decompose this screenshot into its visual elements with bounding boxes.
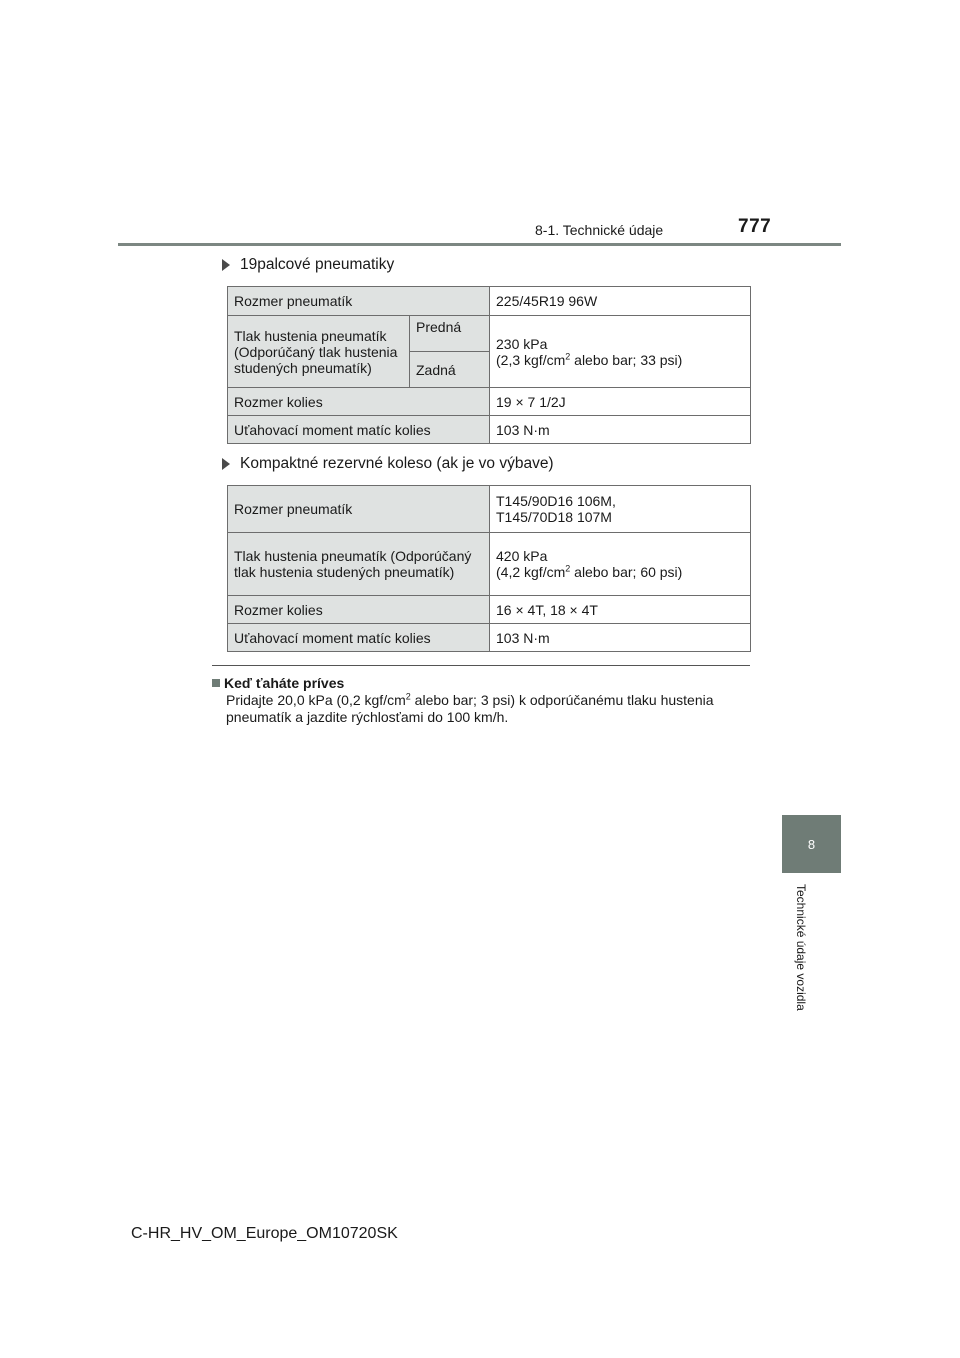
- pressure-value-detail: (4,2 kgf/$cm^2$ alebo bar; 60 psi): [496, 563, 683, 580]
- note-divider: [212, 665, 750, 666]
- section-title-spare: [222, 455, 554, 473]
- wheel-size-label: Rozmer kolies: [228, 388, 490, 416]
- table-row: [228, 533, 751, 596]
- arrow-right-icon: [222, 458, 230, 470]
- table-row: [228, 596, 751, 624]
- table-row: [228, 416, 751, 444]
- section-title-19inch: [222, 256, 394, 274]
- torque-label: Uťahovací moment matíc kolies: [228, 416, 490, 444]
- tire-size-value: T145/90D16 106M, T145/70D18 107M: [490, 486, 751, 533]
- chapter-number: 8: [807, 836, 816, 852]
- chapter-tab[interactable]: [782, 815, 841, 873]
- pressure-label: Tlak hustenia pneumatík (Odporúčaný tlak hustenia studených pneumatík): [228, 533, 490, 596]
- wheel-size-value: 16 × 4T, 18 × 4T: [490, 596, 751, 624]
- front-label: Predná: [410, 316, 490, 352]
- wheel-size-label: Rozmer kolies: [228, 596, 490, 624]
- table-row: [228, 624, 751, 652]
- section-title-text: 19palcové pneumatiky: [240, 256, 395, 273]
- pressure-value-kpa: 420 kPa: [496, 548, 548, 564]
- table-row: [228, 388, 751, 416]
- pressure-value-kpa: 230 kPa: [496, 335, 548, 352]
- tire-size-label: Rozmer pneumatík: [228, 486, 490, 533]
- note-heading: [212, 675, 344, 691]
- pressure-value-detail: (2,3 kgf/$cm^2$ alebo bar; 33 psi): [496, 350, 683, 368]
- tire-spec-table-spare: [227, 485, 751, 652]
- pressure-value: [490, 316, 751, 388]
- section-heading: 8-1. Technické údaje: [535, 222, 664, 238]
- header-divider: [118, 243, 841, 246]
- arrow-right-icon: [222, 259, 230, 271]
- tire-spec-table-19inch: [227, 286, 751, 444]
- wheel-size-value: 19 × 7 1/2J: [490, 388, 751, 416]
- tire-size-value: 225/45R19 96W: [490, 287, 751, 316]
- section-title-text: Kompaktné rezervné koleso (ak je vo výbave): [240, 455, 554, 472]
- table-row: [228, 316, 751, 352]
- square-bullet-icon: [212, 679, 220, 687]
- torque-value: 103 N·m: [490, 416, 751, 444]
- note-heading-text: Keď ťaháte príves: [224, 675, 345, 691]
- chapter-label: Technické údaje vozidla: [794, 884, 808, 1011]
- torque-value: 103 N·m: [490, 624, 751, 652]
- tire-size-label: Rozmer pneumatík: [228, 287, 490, 316]
- table-row: [228, 486, 751, 533]
- note-body: Pridajte 20,0 kPa (0,2 kgf/$cm^2$ alebo bar; 3 psi) k odporúčanému tlaku hustenia pneumatík a jazdite rýchlosťami do 100 km/h.: [226, 691, 714, 725]
- document-id: C-HR_HV_OM_Europe_OM10720SK: [131, 1225, 398, 1242]
- table-row: [228, 287, 751, 316]
- page-number: 777: [738, 216, 772, 237]
- pressure-value: [490, 533, 751, 596]
- torque-label: Uťahovací moment matíc kolies: [228, 624, 490, 652]
- pressure-label: Tlak hustenia pneumatík (Odporúčaný tlak hustenia studených pneumatík): [228, 316, 410, 388]
- rear-label: Zadná: [410, 352, 490, 388]
